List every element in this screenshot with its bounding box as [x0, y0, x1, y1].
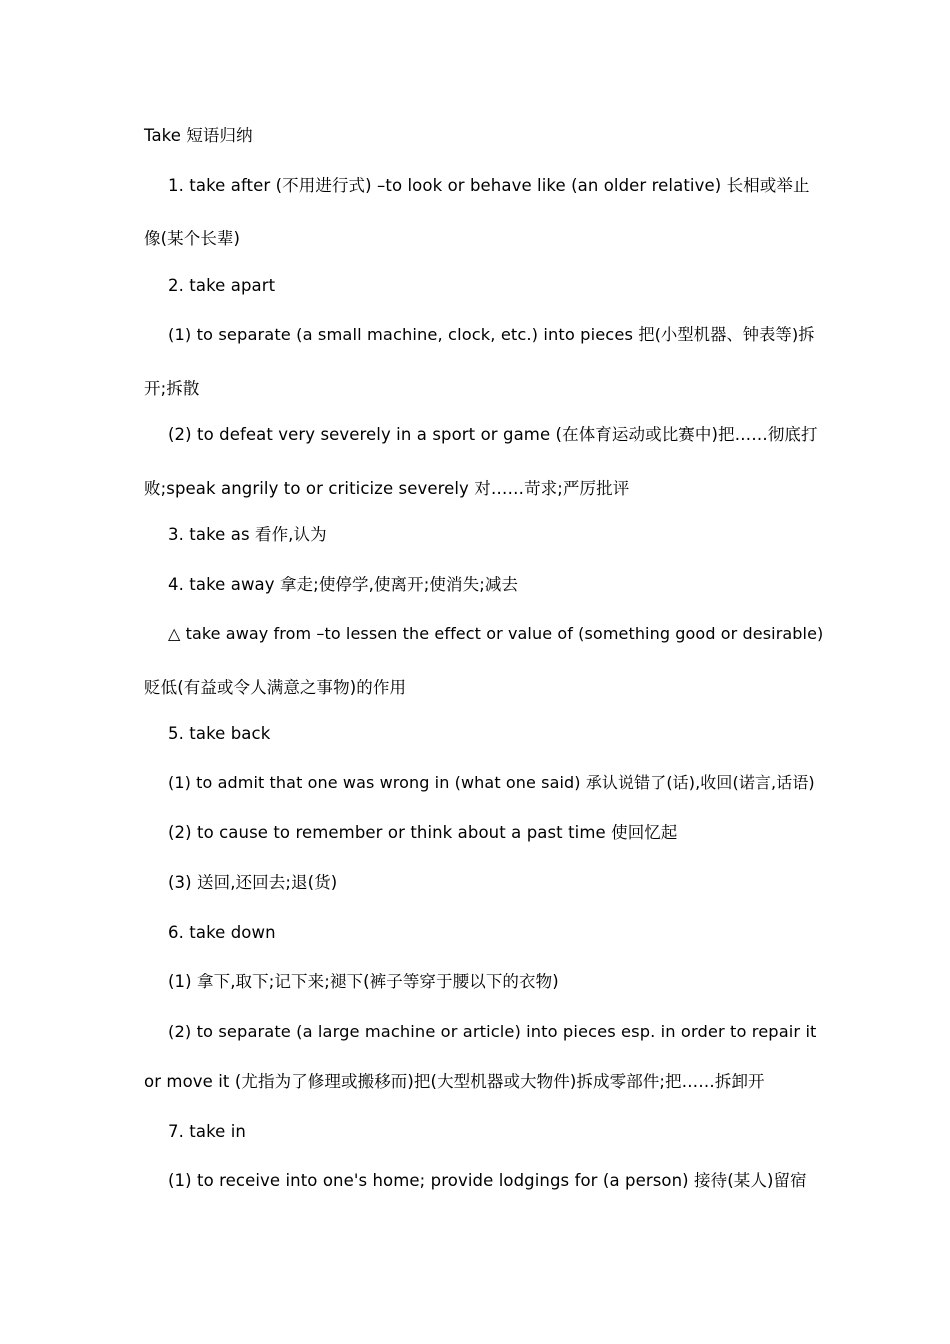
- entry-line: (2) to cause to remember or think about a past time 使回忆起: [168, 823, 678, 842]
- entry-line-continued: 像(某个长辈): [144, 229, 241, 248]
- entry-line-continued: 开;拆散: [144, 379, 200, 398]
- entry-line-continued: 败;speak angrily to or criticize severely 对……苛求;严厉批评: [144, 479, 630, 498]
- entry-line: (1) to separate (a small machine, clock, etc.) into pieces 把(小型机器、钟表等)拆: [168, 325, 815, 344]
- entry-line: 1. take after (不用进行式) –to look or behave like (an older relative) 长相或举止: [168, 176, 810, 195]
- entry-line: 6. take down: [168, 923, 276, 942]
- entry-line-continued: or move it (尤指为了修理或搬移而)把(大型机器或大物件)拆成零部件;把……拆卸开: [144, 1072, 765, 1091]
- entry-line: 7. take in: [168, 1122, 246, 1141]
- entry-line: △ take away from –to lessen the effect or value of (something good or desirable): [168, 624, 824, 643]
- entry-line: (2) to defeat very severely in a sport or game (在体育运动或比赛中)把……彻底打: [168, 425, 818, 444]
- entry-line: (3) 送回,还回去;退(货): [168, 873, 338, 892]
- entry-line: (2) to separate (a large machine or article) into pieces esp. in order to repair it: [168, 1022, 817, 1041]
- entry-line: 2. take apart: [168, 276, 276, 295]
- document-title: Take 短语归纳: [144, 126, 253, 145]
- entry-line: (1) to receive into one's home; provide lodgings for (a person) 接待(某人)留宿: [168, 1171, 807, 1190]
- entry-line: (1) 拿下,取下;记下来;褪下(裤子等穿于腰以下的衣物): [168, 972, 559, 991]
- entry-line-continued: 贬低(有益或令人满意之事物)的作用: [144, 678, 407, 697]
- entry-line: 3. take as 看作,认为: [168, 525, 327, 544]
- entry-line: (1) to admit that one was wrong in (what one said) 承认说错了(话),收回(诺言,话语): [168, 773, 815, 792]
- entry-line: 5. take back: [168, 724, 271, 743]
- entry-line: 4. take away 拿走;使停学,使离开;使消失;减去: [168, 575, 519, 594]
